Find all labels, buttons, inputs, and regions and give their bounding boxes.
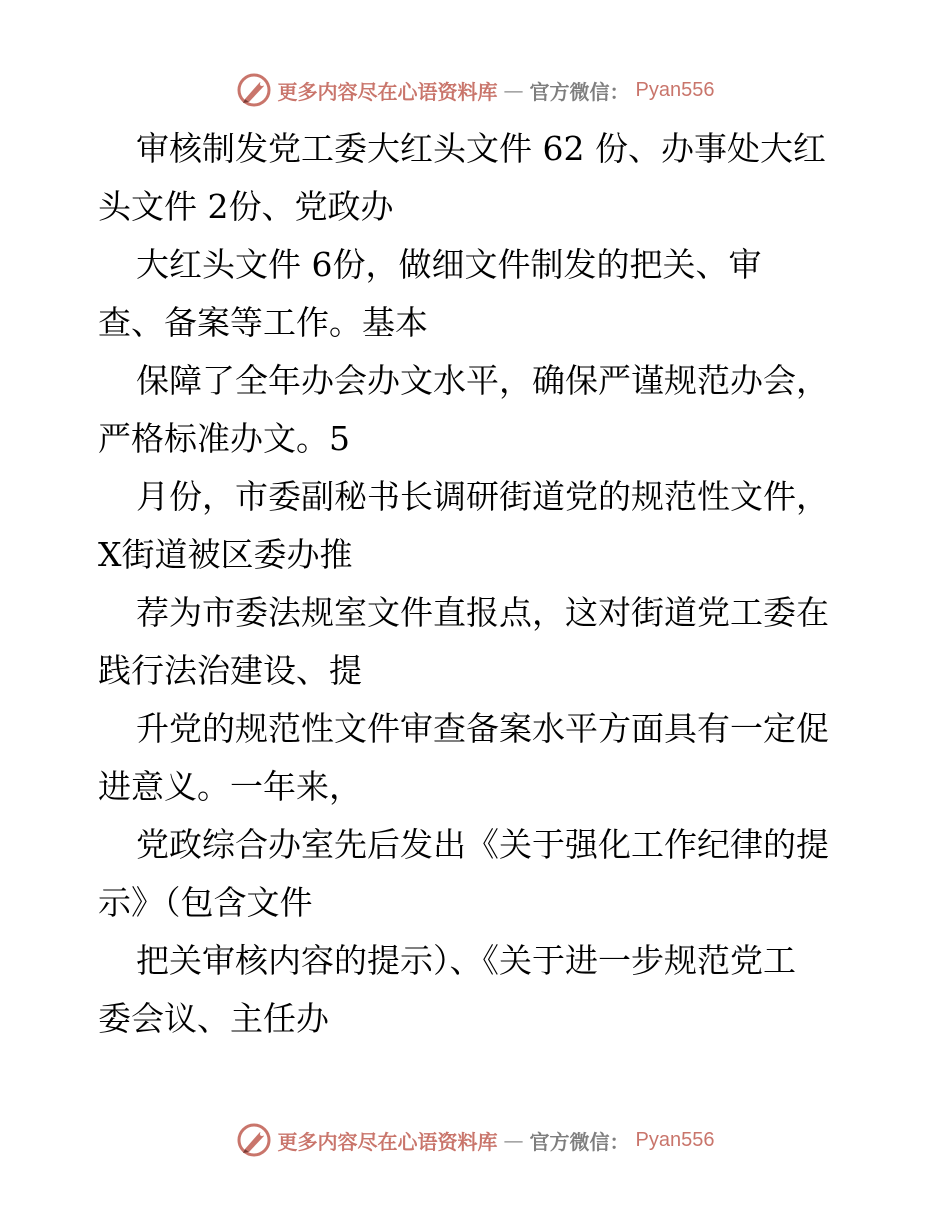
body-line: 党政综合办室先后发出《关于强化工作纪律的提 <box>136 825 829 864</box>
body-line: 进意义。一年来， <box>98 767 362 806</box>
watermark-site-text: 更多内容尽在心语资料库 <box>277 1129 498 1154</box>
watermark-official-label: 官方微信： <box>529 1129 630 1154</box>
body-line: 严格标准办文。5 <box>98 419 350 458</box>
watermark-dash: — <box>503 78 524 102</box>
body-line: 践行法治建设、提 <box>98 651 362 690</box>
body-line: 把关审核内容的提示）、《关于进一步规范党工 <box>136 941 796 980</box>
body-line: 查、备案等工作。基本 <box>98 303 428 342</box>
watermark-site-text: 更多内容尽在心语资料库 <box>277 79 498 104</box>
watermark-wechat-id: Pyan556 <box>635 78 715 101</box>
watermark-wechat-id: Pyan556 <box>635 1128 715 1151</box>
pen-logo-icon <box>236 72 272 108</box>
document-body <box>98 120 858 1048</box>
watermark-dash: — <box>503 1128 524 1152</box>
body-line: 大红头文件 6份，做细文件制发的把关、审 <box>136 245 762 284</box>
body-line: 头文件 2份、党政办 <box>98 187 394 226</box>
body-line: 示》（包含文件 <box>98 883 313 922</box>
body-line: 审核制发党工委大红头文件 62 份、办事处大红 <box>136 129 826 168</box>
header-watermark <box>0 70 950 110</box>
body-line: X街道被区委办推 <box>98 535 353 574</box>
body-line: 月份，市委副秘书长调研街道党的规范性文件， <box>136 477 829 516</box>
body-line: 委会议、主任办 <box>98 999 329 1038</box>
body-line: 升党的规范性文件审查备案水平方面具有一定促 <box>136 709 829 748</box>
body-line: 保障了全年办会办文水平，确保严谨规范办会， <box>136 361 829 400</box>
body-line: 荐为市委法规室文件直报点，这对街道党工委在 <box>136 593 829 632</box>
pen-logo-icon <box>236 1122 272 1158</box>
watermark-official-label: 官方微信： <box>529 79 630 104</box>
footer-watermark <box>0 1120 950 1160</box>
